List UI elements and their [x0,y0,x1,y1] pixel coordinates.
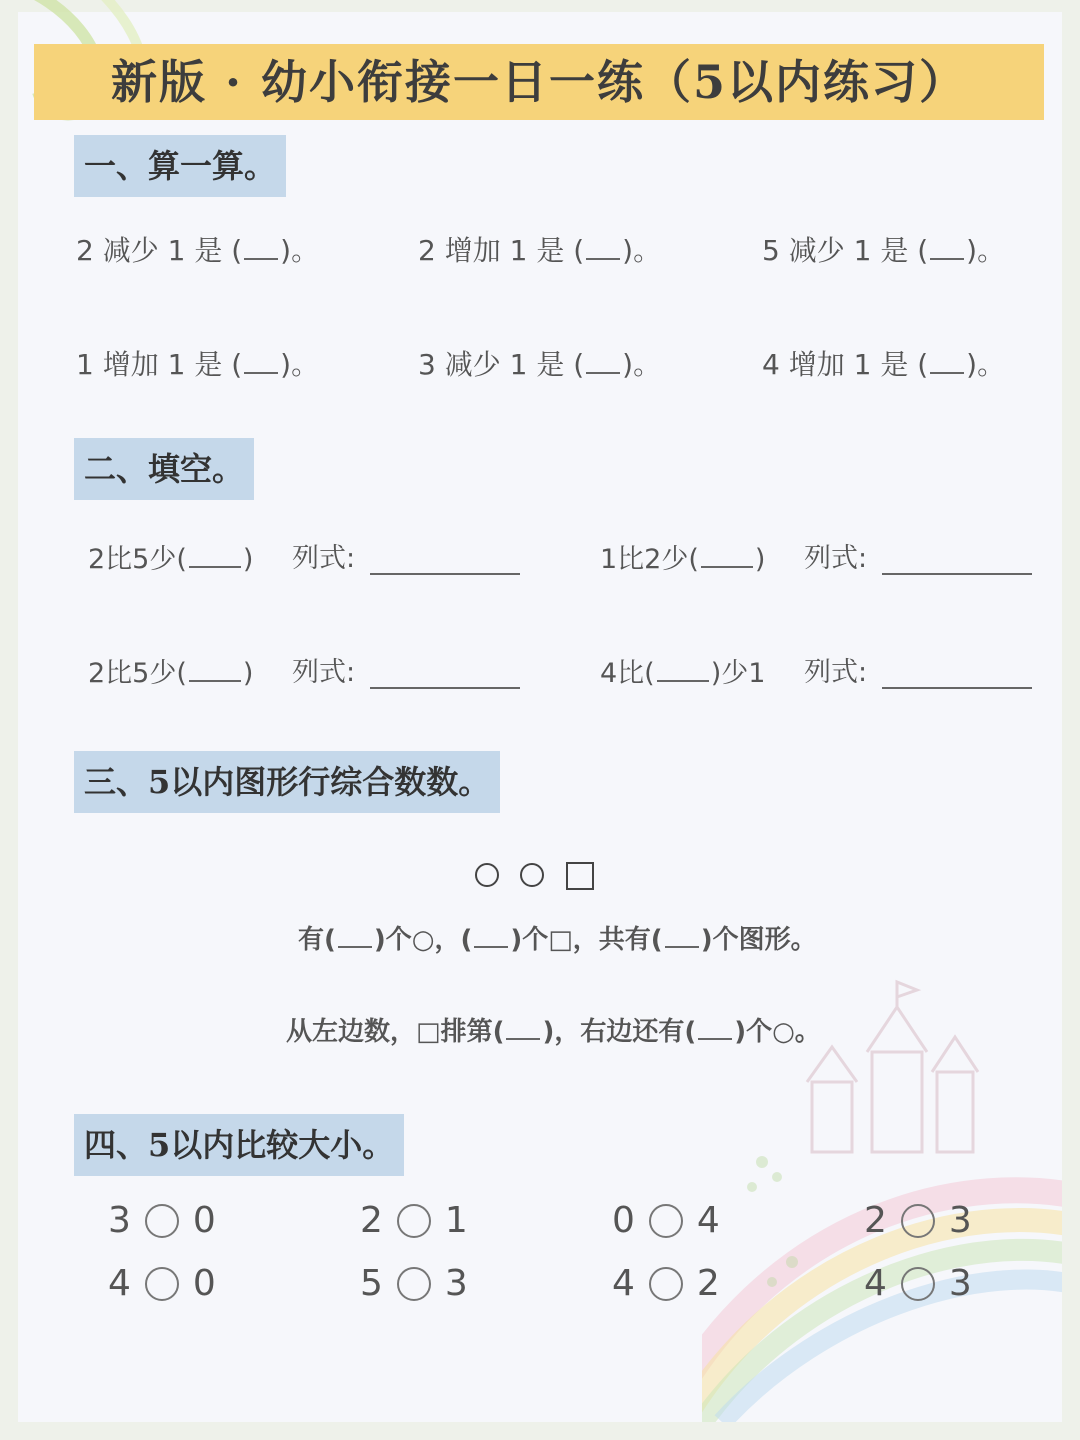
number-a: 0 [612,1200,635,1241]
number-b: 3 [948,1200,972,1241]
compare-item [360,1200,468,1241]
number-b: 0 [192,1200,216,1241]
formula-line[interactable] [882,687,1032,689]
number-b: 3 [948,1263,972,1304]
compare-item [108,1263,216,1304]
section-2-heading: 二、填空。 [74,438,254,500]
number-b: 2 [696,1263,720,1304]
circle-shape-icon [520,863,544,887]
number-a: 2 [360,1200,383,1241]
count-text: )个图形。 [700,925,817,955]
number-b: 1 [444,1200,468,1241]
calc-text: 4 增加 1 是 ( [762,348,929,381]
formula-label: 列式: [804,543,868,574]
fill-text: ) [242,658,254,689]
answer-blank[interactable] [244,228,278,260]
compare-item [864,1263,972,1304]
number-a: 2 [864,1200,887,1241]
calc-item-3 [762,228,1005,269]
compare-item [108,1200,216,1241]
answer-blank[interactable] [665,916,699,948]
calc-end: )。 [966,348,1006,381]
fill-text: 4比( [600,658,655,689]
fill-text: 1比2少( [600,544,699,575]
formula-label: 列式: [804,657,868,688]
number-a: 4 [612,1263,635,1304]
answer-blank[interactable] [930,228,964,260]
fill-text: ) [242,544,254,575]
formula-line[interactable] [882,573,1032,575]
formula-label: 列式: [292,657,356,688]
answer-blank[interactable] [189,536,241,568]
formula-line[interactable] [370,573,520,575]
calc-item-2 [418,228,661,269]
page-title: 新版 · 幼小衔接一日一练（5以内练习） [110,55,968,109]
calc-text: 1 增加 1 是 ( [76,348,243,381]
calc-text: 3 减少 1 是 ( [418,348,585,381]
answer-blank[interactable] [506,1008,540,1040]
number-a: 4 [108,1263,131,1304]
calc-item-1 [76,228,319,269]
answer-blank[interactable] [586,228,620,260]
compare-circle[interactable] [397,1204,431,1238]
calc-item-5 [418,342,661,383]
square-shape-icon [566,862,594,890]
fill-text: ) [754,544,766,575]
compare-item [360,1263,468,1304]
answer-blank[interactable] [474,916,508,948]
number-a: 4 [864,1263,887,1304]
compare-item [864,1200,972,1241]
compare-circle[interactable] [145,1204,179,1238]
formula-line[interactable] [370,687,520,689]
count-text: )，右边还有( [542,1017,697,1047]
compare-circle[interactable] [649,1204,683,1238]
count-question-1 [298,916,817,956]
number-b: 4 [696,1200,720,1241]
calc-text: 2 减少 1 是 ( [76,234,243,267]
count-text: )个□，共有( [510,925,663,955]
section-3-heading: 三、5以内图形行综合数数。 [74,751,500,813]
calc-end: )。 [280,348,320,381]
compare-circle[interactable] [901,1267,935,1301]
count-text: )个○。 [734,1017,821,1047]
answer-blank[interactable] [586,342,620,374]
calc-end: )。 [966,234,1006,267]
count-text: 有( [298,925,336,955]
fill-item-1 [88,536,253,576]
formula-label: 列式: [292,543,356,574]
number-a: 5 [360,1263,383,1304]
answer-blank[interactable] [244,342,278,374]
circle-shape-icon [475,863,499,887]
section-4-heading: 四、5以内比较大小。 [74,1114,404,1176]
calc-end: )。 [622,234,662,267]
count-question-2 [286,1008,821,1048]
fill-text: 2比5少( [88,658,187,689]
compare-item [612,1200,720,1241]
compare-circle[interactable] [397,1267,431,1301]
fill-item-3 [88,650,253,690]
compare-circle[interactable] [901,1204,935,1238]
fill-text: )少1 [710,658,766,689]
answer-blank[interactable] [698,1008,732,1040]
calc-item-6 [762,342,1005,383]
answer-blank[interactable] [930,342,964,374]
answer-blank[interactable] [701,536,753,568]
count-text: 从左边数，□排第( [286,1017,505,1047]
answer-blank[interactable] [189,650,241,682]
answer-blank[interactable] [338,916,372,948]
compare-circle[interactable] [649,1267,683,1301]
count-text: )个○，( [373,925,473,955]
number-b: 3 [444,1263,468,1304]
calc-end: )。 [280,234,320,267]
calc-item-4 [76,342,319,383]
number-b: 0 [192,1263,216,1304]
section-1-heading: 一、算一算。 [74,135,286,197]
fill-item-4 [600,650,765,690]
answer-blank[interactable] [657,650,709,682]
calc-end: )。 [622,348,662,381]
compare-item [612,1263,720,1304]
fill-text: 2比5少( [88,544,187,575]
fill-item-2 [600,536,765,576]
calc-text: 5 减少 1 是 ( [762,234,929,267]
number-a: 3 [108,1200,131,1241]
compare-circle[interactable] [145,1267,179,1301]
title-banner [34,44,1044,120]
calc-text: 2 增加 1 是 ( [418,234,585,267]
